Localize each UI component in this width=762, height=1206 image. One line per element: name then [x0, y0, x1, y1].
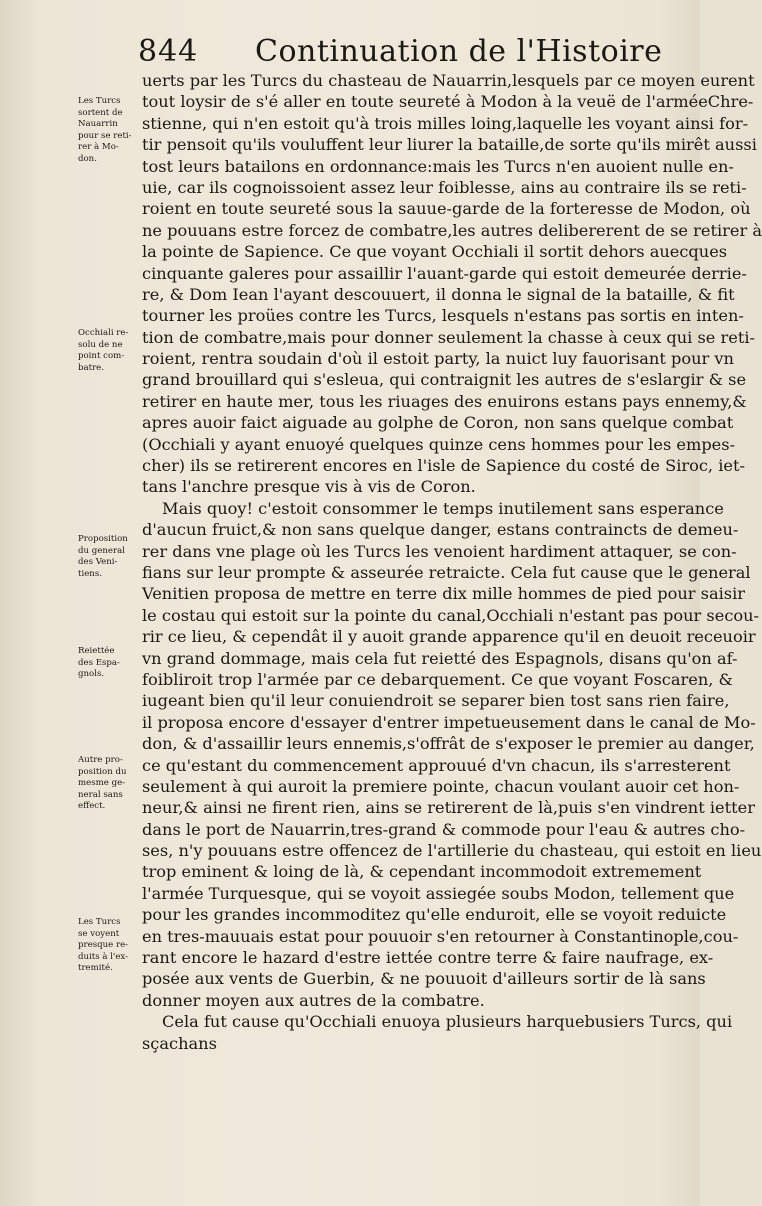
margin-note-line: batre. — [78, 362, 105, 373]
margin-note-line: Nauarrin — [78, 119, 118, 129]
margin-note-line: des Veni- — [78, 557, 118, 567]
text-line: rer dans vne plage où les Turcs les venoient hardiment attaquer, se con- — [142, 541, 737, 561]
margin-note-line: rer à Mo- — [78, 142, 119, 152]
text-line: don, & d'assaillir leurs ennemis,s'offrât de s'exposer le premier au danger, — [142, 734, 755, 754]
text-line: apres auoir faict aiguade au golphe de Coron, non sans quelque combat — [142, 413, 734, 433]
margin-note-line: Reiettée — [78, 646, 115, 656]
margin-note-line: se voyent — [78, 928, 120, 939]
margin-note-line: effect. — [78, 801, 106, 811]
text-line: rant encore le hazard d'estre iettée contre terre & faire naufrage, ex- — [142, 948, 714, 968]
margin-note-line: Autre pro- — [78, 755, 123, 765]
text-line: trop eminent & loing de là, & cependant incommodoit extremement — [142, 862, 702, 882]
text-line: fians sur leur prompte & asseurée retraicte. Cela fut cause que le general — [142, 562, 751, 582]
text-line: neur,& ainsi ne firent rien, ains se retirerent de là,puis s'en vindrent ietter — [142, 798, 755, 818]
text-line: re, & Dom Iean l'ayant descouuert, il donna le signal de la bataille, & fit — [142, 284, 735, 304]
text-line: cinquante galeres pour assaillir l'auant-garde qui estoit demeurée derrie- — [142, 263, 747, 283]
text-line: donner moyen aux autres de la combatre. — [142, 990, 485, 1010]
margin-note-line: position du — [78, 766, 127, 777]
text-line: Venitien proposa de mettre en terre dix mille hommes de pied pour saisir — [142, 584, 746, 604]
margin-note-line: neral sans — [78, 789, 123, 800]
text-line: ne pouuans estre forcez de combatre,les autres delibererent de se retirer à — [142, 220, 762, 240]
text-line: ce qu'estant du commencement approuué d'vn chacun, ils s'arresterent — [142, 755, 731, 775]
running-title: Continuation de l'Histoire — [255, 34, 663, 69]
margin-note-line: solu de ne — [78, 339, 123, 350]
margin-note-line: duits à l'ex- — [78, 951, 129, 962]
margin-note-line: pour se reti- — [78, 130, 132, 141]
text-line: Mais quoy! c'estoit consommer le temps inutilement sans esperance — [162, 498, 724, 518]
text-line: uie, car ils cognoissoient assez leur foiblesse, ains au contraire ils se reti- — [142, 177, 747, 197]
margin-note — [78, 646, 140, 681]
text-line: tion de combatre,mais pour donner seulement la chasse à ceux qui se reti- — [142, 327, 755, 347]
text-line: posée aux vents de Guerbin, & ne pouuoit d'ailleurs sortir de là sans — [142, 969, 706, 989]
margin-note — [78, 755, 140, 813]
text-line: d'aucun fruict,& non sans quelque danger, estans contraincts de demeu- — [142, 520, 739, 540]
text-line: ses, n'y pouuans estre offencez de l'artillerie du chasteau, qui estoit en lieu — [142, 841, 762, 861]
text-line: uerts par les Turcs du chasteau de Nauarrin,lesquels par ce moyen eurent — [142, 71, 755, 90]
text-line: roient, rentra soudain d'où il estoit party, la nuict luy fauorisant pour vn — [142, 349, 734, 369]
margin-note-line: tremité. — [78, 963, 113, 973]
text-line: en tres-mauuais estat pour pouuoir s'en retourner à Constantinople,cou- — [142, 926, 739, 946]
margin-note-line: Proposition — [78, 534, 128, 544]
margin-note-line: don. — [78, 153, 97, 164]
text-line: la pointe de Sapience. Ce que voyant Occhiali il sortit dehors auecques — [142, 242, 728, 262]
text-line: sçachans — [142, 1033, 217, 1053]
margin-note-line: Les Turcs — [78, 96, 121, 106]
margin-note-line: Occhiali re- — [78, 328, 129, 338]
text-line: tans l'anchre presque vis à vis de Coron. — [142, 477, 476, 497]
margin-note-line: tiens. — [78, 568, 102, 579]
text-line: tost leurs batailons en ordonnance:mais les Turcs n'en auoient nulle en- — [142, 156, 734, 176]
margin-note — [78, 917, 140, 975]
text-line: il proposa encore d'essayer d'entrer impetueusement dans le canal de Mo- — [142, 712, 756, 732]
text-line: dans le port de Nauarrin,tres-grand & commode pour l'eau & autres cho- — [142, 819, 746, 839]
text-line: stienne, qui n'en estoit qu'à trois milles loing,laquelle les voyant ainsi for- — [142, 113, 749, 133]
text-line: grand brouillard qui s'esleua, qui contraignit les autres de s'eslargir & se — [142, 370, 747, 390]
page-number: 844 — [138, 34, 199, 69]
text-line: iugeant bien qu'il leur conuiendroit se separer bien tost sans rien faire, — [142, 691, 730, 711]
margin-note-line: du general — [78, 545, 125, 556]
text-line: pour les grandes incommoditez qu'elle enduroit, elle se voyoit reduicte — [142, 905, 727, 925]
text-line: tir pensoit qu'ils vouluffent leur liurer la bataille,de sorte qu'ils mirêt aussi — [142, 135, 757, 155]
margin-note — [78, 328, 140, 374]
margin-note-line: gnols. — [78, 669, 105, 679]
margin-note-line: sortent de — [78, 107, 123, 118]
text-line: Cela fut cause qu'Occhiali enuoya plusieurs harquebusiers Turcs, qui — [162, 1012, 733, 1032]
text-line: seulement à qui auroit la premiere pointe, chacun voulant auoir cet hon- — [142, 776, 740, 796]
text-line: roient en toute seureté sous la sauue-garde de la forteresse de Modon, où — [142, 199, 751, 219]
text-line: le costau qui estoit sur la pointe du canal,Occhiali n'estant pas pour secou- — [142, 605, 760, 625]
text-line: tourner les proües contre les Turcs, lesquels n'estans pas sortis en inten- — [142, 306, 744, 326]
margin-note-line: mesme ge- — [78, 778, 126, 788]
margin-note-line: Les Turcs — [78, 917, 121, 927]
page-header — [138, 32, 663, 72]
text-line: tout loysir de s'é aller en toute seureté à Modon à la veuë de l'arméeChre- — [142, 92, 754, 112]
main-text — [142, 70, 762, 1054]
text-line: foibliroit trop l'armée par ce debarquement. Ce que voyant Foscaren, & — [142, 669, 733, 689]
text-line: rir ce lieu, & cependât il y auoit grande apparence qu'il en deuoit receuoir — [142, 627, 756, 647]
margin-note — [78, 534, 140, 580]
text-line: cher) ils se retirerent encores en l'isle de Sapience du costé de Siroc, iet- — [142, 456, 745, 476]
text-line: l'armée Turquesque, qui se voyoit assiegée soubs Modon, tellement que — [142, 883, 735, 903]
margin-note-line: presque re- — [78, 940, 129, 950]
margin-note-line: point com- — [78, 351, 125, 361]
text-line: retirer en haute mer, tous les riuages des enuirons estans pays ennemy,& — [142, 391, 747, 411]
margin-note — [78, 96, 140, 165]
text-line: vn grand dommage, mais cela fut reietté des Espagnols, disans qu'on af- — [142, 648, 738, 668]
text-line: (Occhiali y ayant enuoyé quelques quinze cens hommes pour les empes- — [142, 434, 736, 454]
margin-note-line: des Espa- — [78, 657, 120, 668]
